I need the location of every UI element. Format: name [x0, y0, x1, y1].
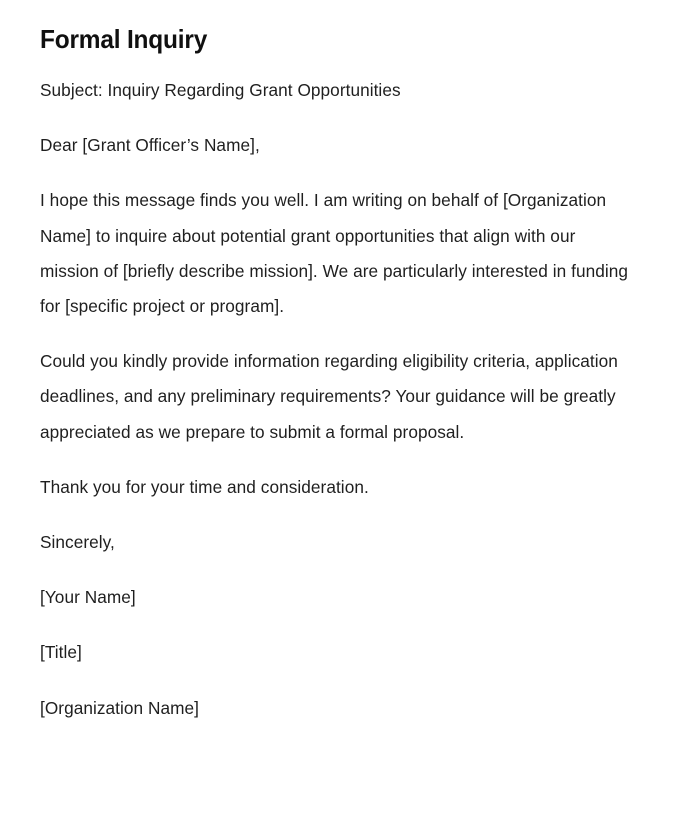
request-paragraph: Could you kindly provide information regarding eligibility criteria, application deadlines, and any preliminary requirements? Your guidance will be greatly appreciated as we prepare to submit a formal proposal. [40, 351, 618, 442]
salutation: Dear [Grant Officer’s Name], [40, 135, 260, 156]
thanks-line: Thank you for your time and consideration. [40, 476, 369, 497]
signature-name: [Your Name] [40, 587, 136, 608]
closing: Sincerely, [40, 532, 115, 553]
intro-paragraph: I hope this message finds you well. I am writing on behalf of [Organization Name] to inquire about potential grant opportunities that align with our mission of [briefly describe mission]. We are particularly interested in funding for [specific project or program]. [40, 190, 629, 317]
signature-title: [Title] [40, 642, 82, 663]
page-title: Formal Inquiry [40, 24, 208, 54]
signature-organization: [Organization Name] [40, 697, 200, 718]
subject-line: Subject: Inquiry Regarding Grant Opportunities [40, 80, 401, 100]
letter-body [40, 73, 640, 726]
